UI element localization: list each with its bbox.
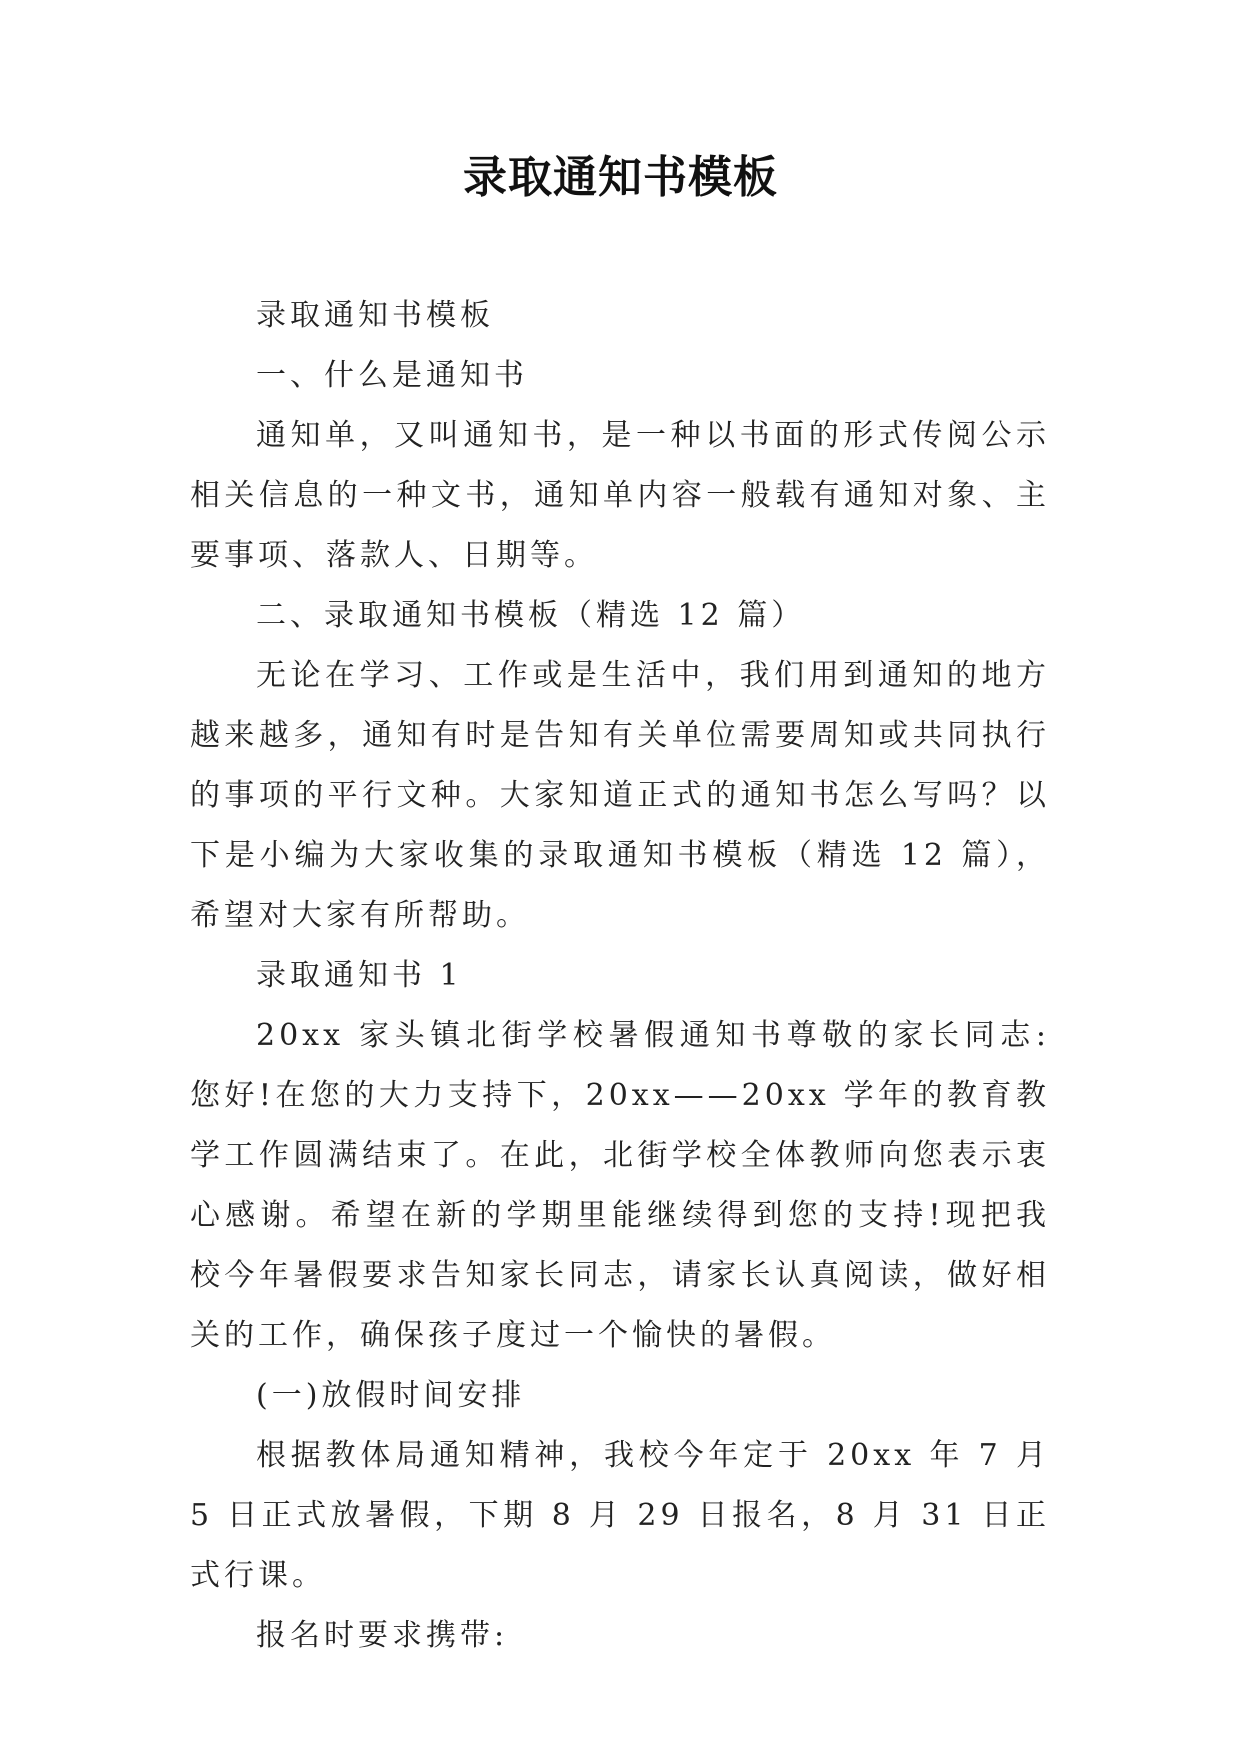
section-heading: 一、什么是通知书 [256,358,528,393]
subsection-heading: 录取通知书 1 [256,958,463,993]
body-heading: 录取通知书模板 [256,298,494,333]
document-title: 录取通知书模板 [463,152,778,203]
paragraph: 通知单，又叫通知书，是一种以书面的形式传阅公示相关信息的一种文书，通知单内容一般载有通知对象、主要事项、落款人、日期等。 [190,418,1050,573]
paragraph: 无论在学习、工作或是生活中，我们用到通知的地方越来越多，通知有时是告知有关单位需要周知或共同执行的事项的平行文种。大家知道正式的通知书怎么写吗？以下是小编为大家收集的录取通知书模板（精选 12 篇），希望对大家有所帮助。 [190,658,1050,933]
paragraph: 20xx 家头镇北街学校暑假通知书尊敬的家长同志: 您好!在您的大力支持下，20xx——20xx 学年的教育教学工作圆满结束了。在此，北街学校全体教师向您表示衷心感谢。希望在新的学期里能继续得到您的支持!现把我校今年暑假要求告知家长同志，请家长认真阅读，做好相关的工作，确保孩子度过一个愉快的暑假。 [190,1018,1050,1353]
document-body [190,286,1050,1666]
paragraph: 报名时要求携带: [256,1618,509,1653]
paragraph: 根据教体局通知精神，我校今年定于 20xx 年 7 月 5 日正式放暑假，下期 8 月 29 日报名，8 月 31 日正式行课。 [190,1438,1050,1593]
subsection-heading: (一)放假时间安排 [256,1378,526,1413]
section-heading: 二、录取通知书模板（精选 12 篇） [256,598,806,633]
